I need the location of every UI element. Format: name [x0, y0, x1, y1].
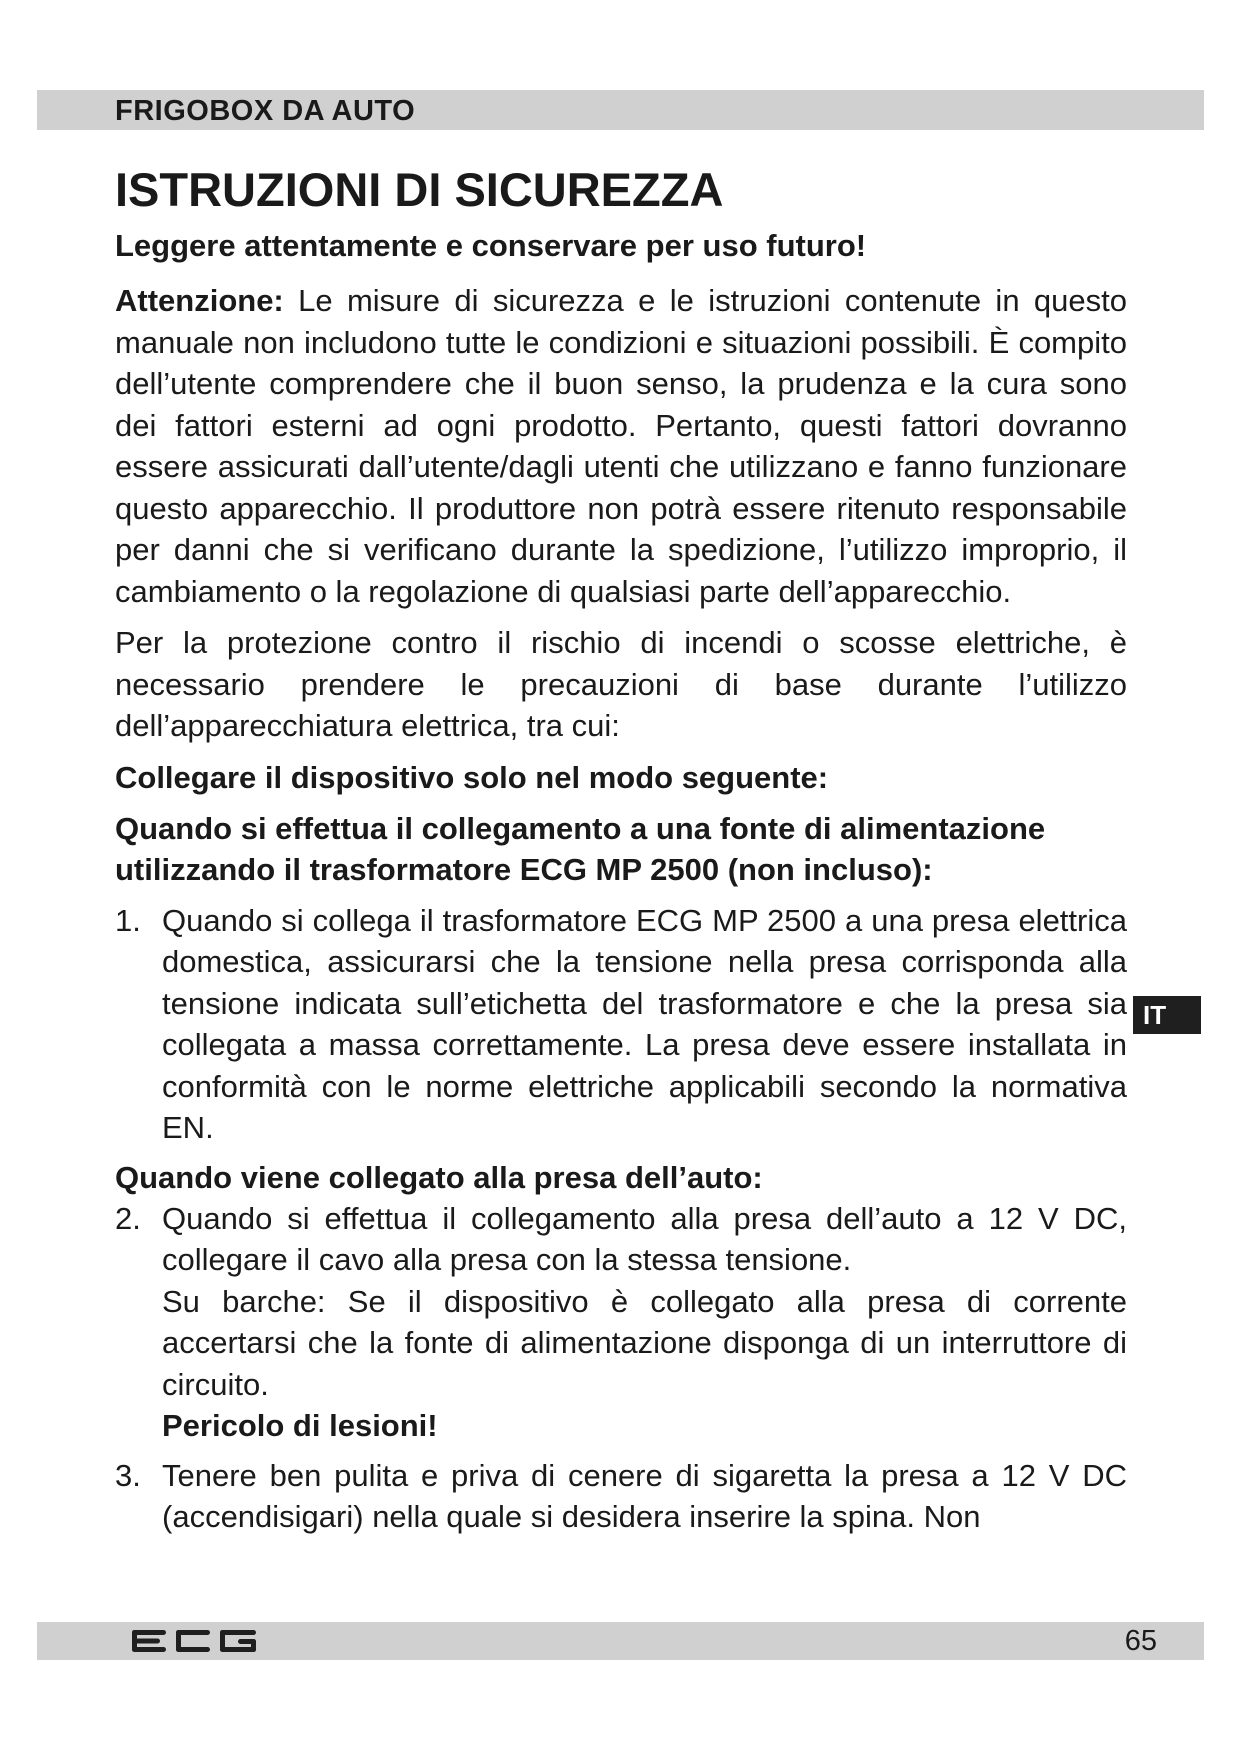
logo-letter-c [176, 1630, 210, 1652]
list-item [115, 1198, 1127, 1447]
language-tab: IT [1133, 996, 1201, 1034]
ecg-logo [130, 1624, 260, 1658]
item-text: Quando si collega il trasformatore ECG MP 2500 a una presa elettrica domestica, assicurarsi che la tensione nella presa corrisponda alla tensione indicata sull’etichetta del trasformatore e che la presa sia collegata a massa correttamente. La presa deve essere installata in conformità con le norme elettriche applicabili secondo la normativa EN. [162, 902, 1127, 1145]
protection-paragraph: Per la protezione contro il rischio di incendi o scosse elettriche, è necessario prendere le precauzioni di base durante l’utilizzo dell’apparecchiatura elettrica, tra cui: [115, 625, 1127, 743]
page-number: 65 [1124, 1625, 1157, 1657]
page-subtitle: Leggere attentamente e conservare per uso futuro! [115, 228, 867, 263]
page-content [115, 160, 1127, 1546]
item-warning: Pericolo di lesioni! [162, 1408, 438, 1443]
header-title: FRIGOBOX DA AUTO [115, 95, 416, 127]
item-number: 3. [115, 1457, 141, 1493]
warning-label: Attenzione: [115, 283, 284, 318]
item-sub-text: Su barche: Se il dispositivo è collegato alla presa di corrente accertarsi che la fonte di alimentazione disponga di un interruttore di circuito. [162, 1283, 1127, 1402]
car-heading: Quando viene collegato alla presa dell’auto: [115, 1159, 763, 1195]
warning-paragraph [115, 280, 1127, 612]
instruction-list-continued [115, 1198, 1127, 1538]
item-number: 2. [115, 1200, 141, 1236]
connect-heading: Collegare il dispositivo solo nel modo seguente: [115, 759, 829, 795]
logo-letter-g [220, 1630, 256, 1652]
instruction-list [115, 900, 1127, 1149]
item-text: Quando si effettua il collegamento alla presa dell’auto a 12 V DC, collegare il cavo alla presa con la stessa tensione. [162, 1200, 1127, 1277]
logo-letter-e [132, 1630, 166, 1652]
footer-bar [37, 1622, 1204, 1660]
list-item [115, 1455, 1127, 1538]
item-number: 1. [115, 902, 141, 938]
list-item [115, 900, 1127, 1149]
warning-text: Le misure di sicurezza e le istruzioni contenute in questo manuale non includono tutte le condizioni e situazioni possibili. È compito dell’utente comprendere che il buon senso, la prudenza e la cura sono dei fattori esterni ad ogni prodotto. Pertanto, questi fattori dovranno essere assicurati dall’utente/dagli utenti che utilizzano e fanno funzionare questo apparecchio. Il produttore non potrà essere ritenuto responsabile per danni che si verificano durante la spedizione, l’utilizzo improprio, il cambiamento o la regolazione di qualsiasi parte dell’apparecchio. [115, 283, 1127, 609]
header-bar [37, 90, 1204, 130]
page-title: ISTRUZIONI DI SICUREZZA [115, 163, 724, 216]
transformer-heading: Quando si effettua il collegamento a una fonte di alimentazione utilizzando il trasformatore ECG MP 2500 (non incluso): [115, 810, 1046, 887]
item-text: Tenere ben pulita e priva di cenere di sigaretta la presa a 12 V DC (accendisigari) nella quale si desidera inserire la spina. Non [162, 1457, 1127, 1534]
